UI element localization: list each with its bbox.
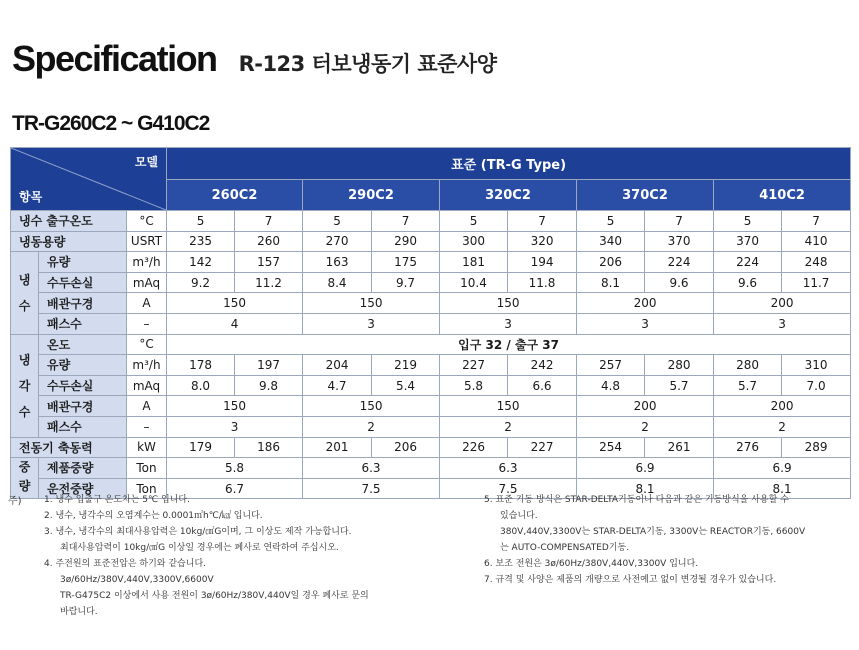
cell: 242 [508,355,577,376]
cell: 163 [303,252,372,273]
group-text: 냉 각 수 [18,352,31,419]
cell: 370 [645,231,714,252]
table-row [11,416,851,437]
cell: 280 [714,355,782,376]
title-english: Specification [12,38,217,79]
cell: 310 [782,355,851,376]
cell: 7 [782,211,851,232]
row-label: 배관구경 [39,293,127,314]
cell: 201 [303,437,372,458]
cell: 206 [577,252,645,273]
row-label: 온도 [39,334,127,355]
cell: 179 [167,437,235,458]
cell: 7.5 [440,478,577,499]
cell: 200 [577,293,714,314]
cell: 235 [167,231,235,252]
cell: 6.3 [303,458,440,479]
cell: 9.6 [645,272,714,293]
cell: 340 [577,231,645,252]
row-label: 전동기 축동력 [11,437,127,458]
page-title [12,38,496,88]
row-unit: Ton [127,478,167,499]
notes-right [484,492,854,588]
note-line: 3ø/60Hz/380V,440V,3300V,6600V [60,575,214,585]
table-corner [11,148,167,211]
cell: 5.7 [645,375,714,396]
cell: 5.8 [167,458,303,479]
row-unit: °C [127,211,167,232]
cell: 194 [508,252,577,273]
row-label: 냉동용량 [11,231,127,252]
cell: 10.4 [440,272,508,293]
cell: 270 [303,231,372,252]
note-line: 있습니다. [500,511,538,521]
row-label: 수두손실 [39,272,127,293]
row-label: 운전중량 [39,478,127,499]
cell: 200 [714,396,851,417]
note-line: 6. 보조 전원은 3ø/60Hz/380V,440V,3300V 입니다. [484,559,699,569]
cell: 6.9 [714,458,851,479]
cell: 5 [303,211,372,232]
cell: 150 [440,396,577,417]
cell: 11.8 [508,272,577,293]
cell: 219 [372,355,440,376]
cell: 300 [440,231,508,252]
cell: 3 [167,416,303,437]
cell: 260 [235,231,303,252]
cell: 9.8 [235,375,303,396]
row-label: 배관구경 [39,396,127,417]
corner-model-label: 모델 [134,155,159,169]
table-row [11,437,851,458]
model-header: 410C2 [714,180,851,211]
note-line: 바랍니다. [60,607,98,617]
cell: 8.1 [714,478,851,499]
cell: 204 [303,355,372,376]
model-header: 290C2 [303,180,440,211]
cell: 5 [714,211,782,232]
row-unit: °C [127,334,167,355]
row-label: 패스수 [39,416,127,437]
cell: 178 [167,355,235,376]
cell: 9.7 [372,272,440,293]
cell: 175 [372,252,440,273]
cell: 261 [645,437,714,458]
cell: 6.3 [440,458,577,479]
row-unit: mAq [127,375,167,396]
cell: 150 [167,293,303,314]
cell: 254 [577,437,645,458]
group-label-cooling-water [11,334,39,437]
note-line: 최대사용압력이 10kg/㎠G 이상일 경우에는 폐사로 연락하여 주십시오. [60,543,339,553]
cell: 3 [714,313,851,334]
cell: 3 [440,313,577,334]
cell: 276 [714,437,782,458]
cell: 7 [645,211,714,232]
title-korean: R-123 터보냉동기 표준사양 [238,52,497,76]
note-line: 5. 표준 기동 방식은 STAR-DELTA기동이나 다음과 같은 기동방식을 사용할 수 [484,495,789,505]
cell: 142 [167,252,235,273]
row-unit: USRT [127,231,167,252]
cell: 7 [508,211,577,232]
note-line: 7. 규격 및 사양은 제품의 개량으로 사전예고 없이 변경될 경우가 있습니다. [484,575,777,585]
row-label: 제품중량 [39,458,127,479]
cell: 200 [577,396,714,417]
cell: 320 [508,231,577,252]
table-row [11,252,851,273]
row-unit: mAq [127,272,167,293]
row-unit: A [127,396,167,417]
cell: 7 [235,211,303,232]
cell: 8.1 [577,272,645,293]
table-row [11,211,851,232]
cell: 150 [167,396,303,417]
cell: 11.7 [782,272,851,293]
cell: 7.0 [782,375,851,396]
cell: 197 [235,355,303,376]
cell: 6.9 [577,458,714,479]
cell: 280 [645,355,714,376]
model-range: TR-G260C2 ~ G410C2 [12,112,210,135]
cell: 289 [782,437,851,458]
table-row [11,272,851,293]
cell: 입구 32 / 출구 37 [167,334,851,355]
row-label: 유량 [39,252,127,273]
cell: 5.4 [372,375,440,396]
cell: 7 [372,211,440,232]
cell: 290 [372,231,440,252]
row-label: 수두손실 [39,375,127,396]
cell: 186 [235,437,303,458]
cell: 150 [303,396,440,417]
cell: 2 [440,416,577,437]
cell: 2 [303,416,440,437]
spec-table [10,147,851,499]
standard-header: 표준 (TR-G Type) [167,148,851,180]
table-row [11,293,851,314]
table-row [11,396,851,417]
cell: 5.8 [440,375,508,396]
notes-left [44,492,454,620]
cell: 9.6 [714,272,782,293]
note-line: 1. 냉수 입출구 온도차는 5℃ 입니다. [44,495,190,505]
cell: 5 [577,211,645,232]
note-line: 380V,440V,3300V는 STAR-DELTA기동, 3300V는 REACTOR기동, 6600V [500,527,806,537]
cell: 181 [440,252,508,273]
row-unit: m³/h [127,355,167,376]
cell: 248 [782,252,851,273]
note-line: 3. 냉수, 냉각수의 최대사용압력은 10kg/㎠G이며, 그 이상도 제작 가능합니다. [44,527,352,537]
row-label: 패스수 [39,313,127,334]
model-header: 320C2 [440,180,577,211]
cell: 4 [167,313,303,334]
row-unit: – [127,416,167,437]
notes-mark: 주) [8,496,22,507]
row-unit: kW [127,437,167,458]
cell: 150 [440,293,577,314]
cell: 150 [303,293,440,314]
cell: 2 [714,416,851,437]
note-line: TR-G475C2 이상에서 사용 전원이 3ø/60Hz/380V,440V일 경우 폐사로 문의 [60,591,369,601]
cell: 227 [440,355,508,376]
row-label: 냉수 출구온도 [11,211,127,232]
group-text: 냉 수 [18,272,31,313]
table-row [11,375,851,396]
cell: 200 [714,293,851,314]
note-line: 4. 주전원의 표준전압은 하기와 같습니다. [44,559,206,569]
cell: 4.8 [577,375,645,396]
cell: 206 [372,437,440,458]
model-header: 260C2 [167,180,303,211]
cell: 157 [235,252,303,273]
cell: 6.6 [508,375,577,396]
cell: 11.2 [235,272,303,293]
cell: 410 [782,231,851,252]
table-row [11,355,851,376]
cell: 3 [577,313,714,334]
group-label-chilled-water [11,252,39,334]
row-unit: Ton [127,458,167,479]
row-unit: A [127,293,167,314]
cell: 8.1 [577,478,714,499]
cell: 3 [303,313,440,334]
note-line: 2. 냉수, 냉각수의 오염계수는 0.0001㎡h℃/㎉ 입니다. [44,511,263,521]
cell: 226 [440,437,508,458]
row-label: 유량 [39,355,127,376]
cell: 4.7 [303,375,372,396]
cell: 8.0 [167,375,235,396]
table-row [11,458,851,479]
cell: 2 [577,416,714,437]
cell: 5 [440,211,508,232]
group-text: 중 량 [18,460,31,494]
cell: 6.7 [167,478,303,499]
cell: 257 [577,355,645,376]
cell: 8.4 [303,272,372,293]
cell: 370 [714,231,782,252]
corner-item-label: 항목 [19,190,43,204]
row-unit: m³/h [127,252,167,273]
model-header: 370C2 [577,180,714,211]
cell: 224 [714,252,782,273]
cell: 5.7 [714,375,782,396]
table-row [11,313,851,334]
cell: 9.2 [167,272,235,293]
cell: 224 [645,252,714,273]
note-line: 는 AUTO-COMPENSATED기동. [500,543,630,553]
table-row [11,231,851,252]
cell: 227 [508,437,577,458]
table-row [11,334,851,355]
row-unit: – [127,313,167,334]
cell: 7.5 [303,478,440,499]
cell: 5 [167,211,235,232]
